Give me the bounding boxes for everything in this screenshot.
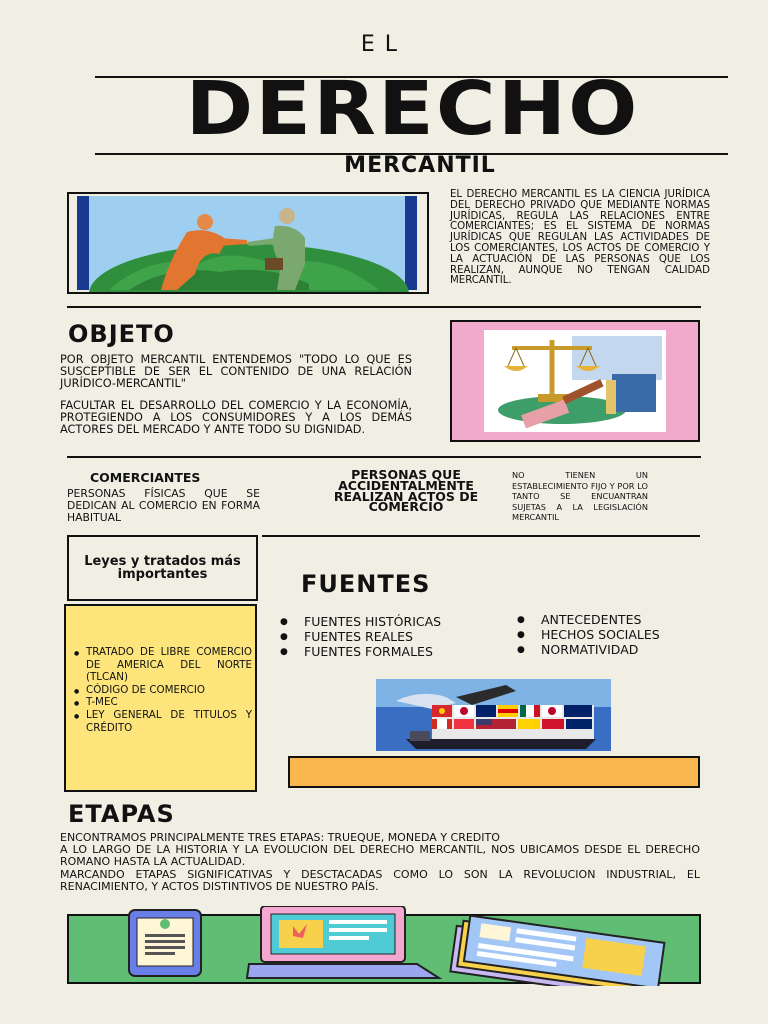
- objeto-purpose: FACULTAR EL DESARROLLO DEL COMERCIO Y LA ECONOMÍA, PROTEGIENDO A LOS CONSUMIDORES Y A LOS DEMÁS ACTORES DEL MERCADO Y ANTE TODO SU DIGNIDAD.: [60, 399, 412, 437]
- scales-illustration: [452, 322, 698, 440]
- devices-image: [67, 914, 701, 984]
- header-el: EL: [360, 32, 408, 57]
- intro-text: EL DERECHO MERCANTIL ES LA CIENCIA JURÍDICA DEL DERECHO PRIVADO QUE MEDIANTE NORMAS JURÍDICAS, REGULA LAS RELACIONES ENTRE COMERCIANTES; ES EL SISTEMA DE NORMAS JURÍDICAS QUE REGULAN LAS ACTIVIDADES DE LOS COMERCIANTES, LOS ACTOS DE COMERCIO Y LA ACTUACIÓN DE LAS PERSONAS QUE LOS REALIZAN, AUNQUE NO TENGAN CALIDAD MERCANTIL.: [450, 189, 710, 287]
- leyes-title-box: [67, 535, 258, 601]
- etapas-line1: ENCONTRAMOS PRINCIPALMENTE TRES ETAPAS: TRUEQUE, MONEDA Y CREDITO: [60, 831, 500, 844]
- list-item: ● ANTECEDENTES: [517, 612, 727, 627]
- objeto-definition: POR OBJETO MERCANTIL ENTENDEMOS "TODO LO QUE ES SUSCEPTIBLE DE SER EL CONTENIDO DE UNA RELACIÓN JURÍDICO-MERCANTIL": [60, 353, 412, 391]
- comerciantes-text: PERSONAS FÍSICAS QUE SE DEDICAN AL COMERCIO EN FORMA HABITUAL: [67, 487, 260, 524]
- list-item: ● LEY GENERAL DE TITULOS Y CRÉDITO: [66, 709, 252, 734]
- fuentes-list: [280, 614, 510, 659]
- orange-bar: [288, 756, 700, 788]
- trade-ship-image: [376, 679, 611, 751]
- fuentes-heading: FUENTES: [301, 570, 431, 598]
- leyes-list-box: [64, 604, 257, 792]
- divider: [67, 306, 701, 308]
- personas-text: NO TIENEN UN ESTABLECIMIENTO FIJO Y POR LO TANTO SE ENCUANTRAN SUJETAS A LA LEGISLACIÓN MERCANTIL: [512, 470, 648, 523]
- list-item: ● CÓDIGO DE COMERCIO: [66, 684, 252, 697]
- etapas-paragraph: A LO LARGO DE LA HISTORIA Y LA EVOLUCION DEL DERECHO MERCANTIL, NOS UBICAMOS DESDE EL DERECHO ROMANO HASTA LA ACTUALIDAD.: [60, 843, 700, 869]
- list-item: ● T-MEC: [66, 696, 252, 709]
- etapas-heading: ETAPAS: [68, 800, 175, 828]
- handshake-illustration: [69, 194, 427, 292]
- personas-title: PERSONAS QUE ACCIDENTALMENTE REALIZAN ACTOS DE COMERCIO: [333, 467, 479, 515]
- list-item: ● TRATADO DE LIBRE COMERCIO DE AMERICA DEL NORTE (TLCAN): [66, 646, 252, 684]
- objeto-heading: OBJETO: [68, 320, 175, 348]
- divider: [262, 535, 700, 537]
- list-item: ● FUENTES FORMALES: [280, 644, 510, 659]
- list-item: ● HECHOS SOCIALES: [517, 627, 727, 642]
- fuentes-details-list: [517, 612, 727, 657]
- scales-image: [450, 320, 700, 442]
- page-subtitle: MERCANTIL: [344, 153, 496, 178]
- list-item: ● FUENTES REALES: [280, 629, 510, 644]
- comerciantes-title: COMERCIANTES: [90, 470, 201, 485]
- devices-illustration: [67, 906, 701, 986]
- list-item: ● NORMATIVIDAD: [517, 642, 727, 657]
- divider: [67, 456, 701, 458]
- page-title: DERECHO: [185, 66, 640, 152]
- leyes-title: Leyes y tratados más importantes: [84, 553, 241, 582]
- etapas-paragraph-2: MARCANDO ETAPAS SIGNIFICATIVAS Y DESCTACADAS COMO LO SON LA REVOLUCION INDUSTRIAL, EL RENACIMIENTO, Y ACTOS DISTINTIVOS DE NUESTRO PAÍS.: [60, 867, 700, 893]
- leyes-list: [66, 646, 252, 734]
- handshake-globe-image: [67, 192, 429, 294]
- etapas-text: [60, 832, 700, 893]
- trade-ship-illustration: [376, 679, 611, 751]
- list-item: ● FUENTES HISTÓRICAS: [280, 614, 510, 629]
